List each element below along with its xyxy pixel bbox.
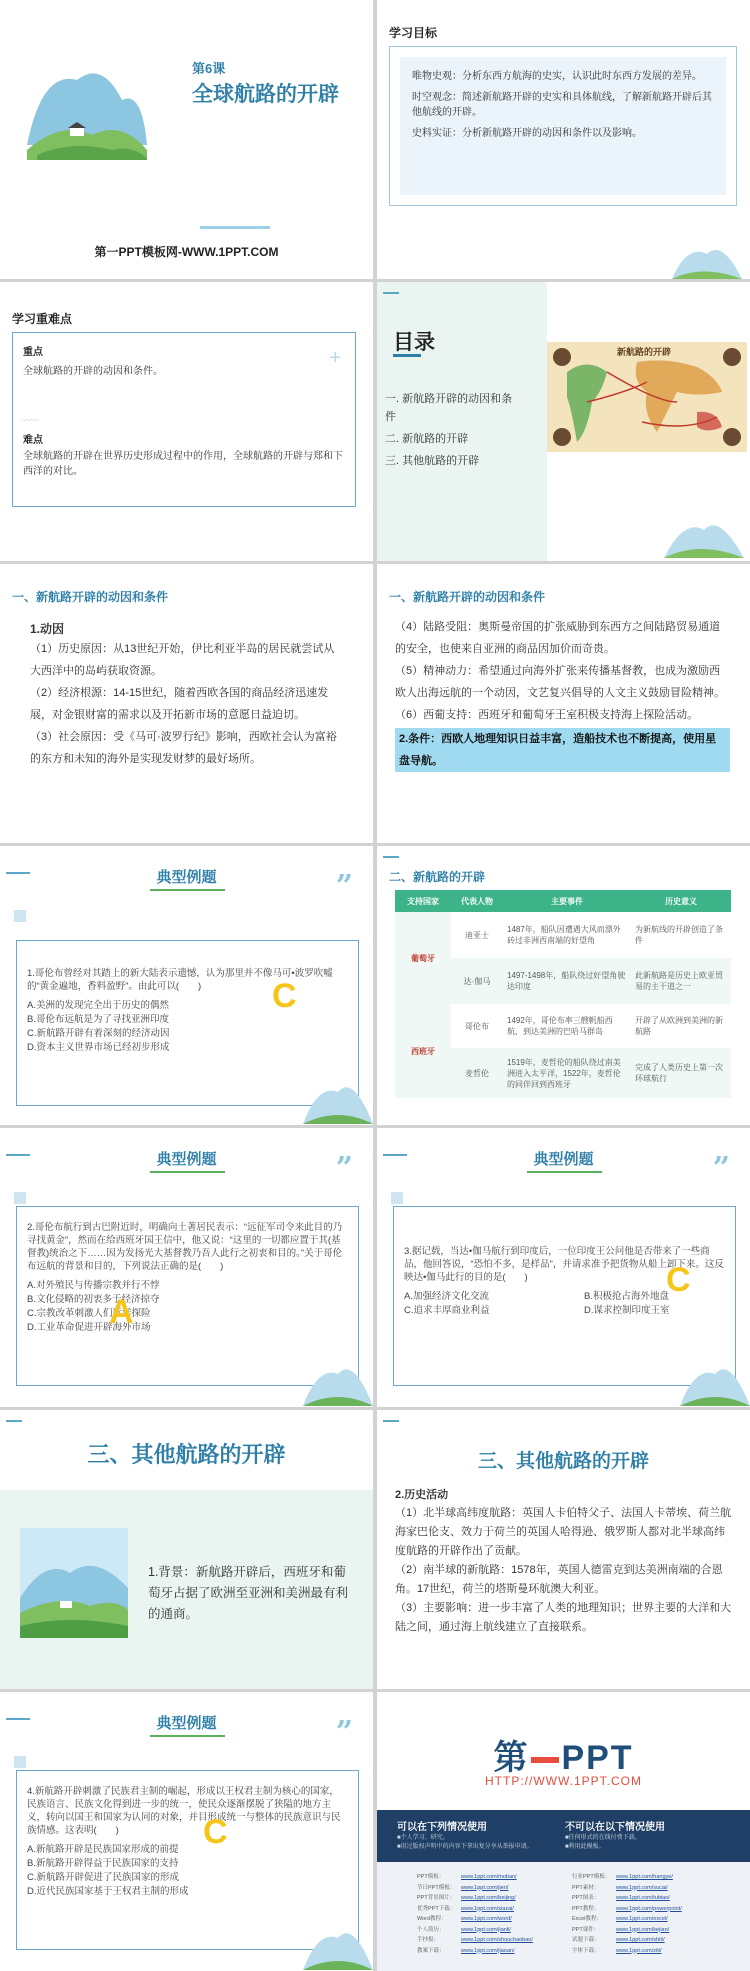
brand-url[interactable]: HTTP://WWW.1PPT.COM [485,1774,642,1788]
person-cell: 麦哲伦 [465,1068,489,1078]
divider [200,226,270,229]
link-row [417,1925,533,1936]
event-cell: 1519年，麦哲伦的船队绕过南美洲进入太平洋，1522年，麦哲伦的同伴回到西班牙 [507,1057,621,1089]
paragraph: （1）历史原因：从13世纪开始，伊比利亚半岛的居民就尝试从大西洋中的岛屿获取资源。 [30,643,335,677]
slide-other-routes-1 [0,1410,373,1689]
meaning-cell: 开辟了从欧洲到美洲的新航路 [635,1016,723,1036]
slide-other-routes-2 [377,1410,750,1689]
country-cell: 葡萄牙 [395,912,451,1004]
option[interactable]: D.资本主义世界市场已经初步形成 [27,1042,170,1053]
section-heading: 一、新航路开辟的动因和条件 [389,590,546,604]
link-url[interactable]: www.1ppt.com/shouchaobao/ [461,1937,533,1943]
link-row [417,1883,533,1894]
usage-banner [377,1810,750,1862]
event-cell: 1487年，船队因遭遇大风而漂外砖过非洲西南端的好望角 [507,925,621,945]
plus-icon: + [329,347,341,369]
column-header: 历史意义 [665,896,697,906]
map-title: 新航路的开辟 [617,347,672,357]
key-label: 重点 [23,347,43,358]
cannot-use-item: ■利用此模板。 [565,1844,605,1850]
link-url[interactable]: www.1ppt.com/jieri/ [461,1884,509,1891]
deco-square [14,1192,26,1204]
conditions-highlight: 2.条件：西欧人地理知识日益丰富，造船技术也不断提高，使用星盘导航。 [395,728,730,772]
link-label: PPT模板： [417,1874,445,1880]
landscape-icon [303,1064,373,1124]
slide-example-3 [377,1128,750,1407]
answer-mark: C [666,1261,691,1299]
link-url[interactable]: www.1ppt.com/sucai/ [616,1884,668,1891]
column-header: 支持国家 [407,896,439,906]
difficulty-text: 全球航路的开辟在世界历史形成过程中的作用，全球航路的开辟与郑和下西洋的对比。 [23,451,343,477]
link-url[interactable]: www.1ppt.com/ziti/ [616,1947,662,1954]
link-row [417,1904,533,1915]
key-text: 全球航路的开辟的动因和条件。 [23,366,163,377]
option[interactable]: C.宗教改革刺激人们远洋探险 [27,1308,151,1319]
landscape-icon [303,1346,373,1406]
background-text: 1.背景：新航路开辟后，西班牙和葡萄牙占据了欧洲至亚洲和美洲最有利的通商。 [148,1565,349,1621]
routes-table [395,890,731,1098]
column-header: 主要事件 [551,896,583,906]
link-label: PPT教程： [572,1905,600,1912]
link-row [572,1904,682,1915]
quote-icon: ” [335,869,353,904]
question-stem: 4.新航路开辟刺激了民族君主制的崛起，形成以王权君主制为核心的国家，民族语言、民族文化得到进一步的统一，使民众逐渐摆脱了狭隘的地方主义，转向以国王和国家为认同的对象，并目形成统一与整体的民族意识与民族情感。这表明( ) [27,1786,341,1836]
option[interactable]: D.近代民族国家基于王权君主制的形成 [27,1886,189,1897]
title-underline [150,1735,225,1737]
section-heading: 三、其他航路的开辟 [87,1442,286,1467]
link-row [417,1935,533,1946]
link-url[interactable]: www.1ppt.com/xiazai/ [461,1905,514,1912]
links-right [572,1872,682,1956]
landscape-illustration [22,50,152,160]
slide-example-1 [0,846,373,1125]
heading-underline [393,354,421,357]
person-cell: 达·伽马 [463,976,491,986]
link-row [417,1893,533,1904]
link-row [572,1914,682,1925]
country-cell: 西班牙 [395,1004,451,1098]
accent-dash [383,1420,399,1422]
paragraph: （2）经济根源：14-15世纪，随着西欧各国的商品经济迅速发展，对金银财富的需求以及开拓新市场的意愿日益迫切。 [30,687,329,721]
option[interactable]: B.积极抢占海外地盘 [584,1291,669,1302]
objectives-box [400,57,726,195]
objectives-heading: 学习目标 [389,26,438,40]
lesson-number: 第6课 [192,61,226,76]
paragraph: （1）北半球高纬度航路：英国人卡伯特父子、法国人卡蒂埃、荷兰航海家巴伦支、效力于荷兰的英国人哈得逊、俄罗斯人都对北半球高纬度航路的开辟作出了贡献。 [395,1507,732,1557]
example-title: 典型例题 [156,869,217,886]
section-heading: 一、新航路开辟的动因和条件 [12,590,169,604]
link-url[interactable]: www.1ppt.com/powerpoint/ [616,1905,682,1912]
link-row [572,1872,682,1883]
deco-square [391,1192,403,1204]
option[interactable]: B.文化侵略的初衷多于经济掠夺 [27,1294,160,1305]
link-row [572,1893,682,1904]
can-use-item: ■用过版权声明中的内容下拿出复分享从举报申请。 [397,1844,533,1850]
wave-icon: 〰〰 [23,416,39,425]
slide-causes-1 [0,564,373,843]
option[interactable]: A.加强经济文化交流 [404,1291,489,1302]
link-row [572,1946,682,1957]
option[interactable]: C.新航路开辟促进了民族国家的形成 [27,1872,180,1883]
link-url[interactable]: www.1ppt.com/hangye/ [616,1874,673,1880]
landscape-icon [680,1346,750,1406]
deco-square [14,1756,26,1768]
option[interactable]: B.哥伦布远航是为了寻找亚洲印度 [27,1014,169,1025]
option[interactable]: C.追求丰厚商业利益 [404,1305,490,1316]
link-row [572,1935,682,1946]
link-label: Excel教程： [572,1916,602,1922]
person-cell: 哥伦布 [465,1021,489,1031]
slide-contents [377,282,750,561]
paragraph: （3）社会原因：受《马可·波罗行纪》影响，西欧社会认为富裕的东方和未知的海外是实现发财梦的最好场所。 [30,731,337,765]
difficulty-label: 难点 [23,435,43,446]
link-label: PPT素材： [572,1884,600,1891]
section-heading: 二、新航路的开辟 [389,870,486,884]
option[interactable]: A.美洲的发现完全出于历史的偶然 [27,1000,169,1011]
link-url[interactable]: www.1ppt.com/jianli/ [461,1926,511,1933]
slide-copyright [377,1692,750,1971]
link-label: 优秀PPT下载： [417,1905,456,1912]
example-title: 典型例题 [156,1715,217,1732]
quote-icon: ” [335,1715,353,1750]
event-cell: 1492年，哥伦布率三艘帆船西航，到达美洲的巴哈马群岛 [507,1016,613,1036]
link-label: 行业PPT模板： [572,1874,611,1880]
landscape-icon [303,1910,373,1970]
deco-square [14,910,26,922]
link-label: PPT图表： [572,1895,600,1901]
question-stem: 3.据记载，当达•伽马航行到印度后，一位印度王公问他是否带来了一些商品，他回答说，“恐怕不多，是样品”，并请求准予把货物从船上卸下来。这反映达•伽马此行的目的是( ) [404,1246,724,1283]
link-url[interactable]: www.1ppt.com/jiaoan/ [461,1947,515,1954]
accent-dash [383,856,399,858]
objective-item: 史料实证：分析新航路开辟的动因和条件以及影响。 [412,128,642,139]
option[interactable]: A.对外殖民与传播宗教并行不悖 [27,1280,160,1291]
logo-text: PPT [561,1739,634,1777]
answer-mark: C [272,977,297,1015]
column-header: 代表人物 [461,896,493,906]
table-row [395,912,731,958]
link-url[interactable]: www.1ppt.com/moban/ [461,1874,517,1880]
landscape-illustration [20,1528,128,1638]
landscape-icon [672,234,742,279]
slide-routes-table [377,846,750,1125]
event-cell: 1497-1498年，船队绕过好望角驶达印度 [507,971,626,991]
cannot-use-title: 不可以在以下情况使用 [565,1822,665,1833]
title-underline [150,889,225,891]
paragraph: （3）主要影响：进一步丰富了人类的地理知识；世界主要的大洋和大陆之间，通过海上航线建立了直接联系。 [395,1602,732,1633]
accent-dash [383,292,399,294]
toc-item-2[interactable]: 二. 新航路的开辟 [385,433,469,445]
subheading: 2.历史活动 [395,1489,449,1501]
example-title: 典型例题 [533,1151,594,1168]
paragraph: （5）精神动力：希望通过向海外扩张来传播基督教，也成为激励西欧人出海远航的一个动因，文艺复兴倡导的人文主义鼓励冒险精神。 [395,665,725,699]
link-label: PPT课件： [572,1926,600,1933]
paragraph: （6）西葡支持：西班牙和葡萄牙王室积极支持海上探险活动。 [395,709,699,721]
slide-title [0,0,373,279]
toc-item-3[interactable]: 三. 其他航路的开辟 [385,455,480,467]
brand-logo [377,1730,750,1779]
meaning-cell: 此新航路是历史上欧亚贸易的主干道之一 [635,971,723,991]
link-row [417,1872,533,1883]
cannot-use-item: ■任何形式的在线付费下载。 [565,1835,641,1841]
keypoints-box [12,332,356,507]
world-map-image [547,342,747,452]
link-row [417,1946,533,1957]
link-label: Word教程： [417,1916,447,1922]
option[interactable]: D.谋求控制印度王室 [584,1305,670,1316]
slide-example-2 [0,1128,373,1407]
meaning-cell: 为新航线的开辟创造了条件 [635,925,723,945]
link-label: 教案下载： [417,1947,445,1954]
section-heading: 三、其他航路的开辟 [477,1451,649,1472]
link-label: 个人简历： [417,1926,445,1933]
title-underline [527,1171,602,1173]
option[interactable]: C.新航路开辟有着深刻的经济动因 [27,1028,170,1039]
logo-bar [531,1757,559,1763]
links-left [417,1872,533,1956]
quote-icon: ” [712,1151,730,1186]
slide-key-points [0,282,373,561]
can-use-title: 可以在下列情况使用 [397,1822,487,1833]
slide-title-text: 全球航路的开辟 [192,83,339,106]
person-cell: 迪亚士 [465,930,489,940]
title-underline [150,1171,225,1173]
quote-icon: ” [335,1151,353,1186]
table-header-row [395,890,731,912]
paragraph: （2）南半球的新航路：1578年，英国人德雷克到达美洲南端的合恩角。17世纪，荷兰的塔斯曼环航澳大利亚。 [395,1564,723,1595]
link-label: 手抄报： [417,1937,440,1943]
link-label: PPT背景图片： [417,1895,456,1901]
option[interactable]: D.工业革命促进开辟海外市场 [27,1322,151,1333]
option[interactable]: A.新航路开辟是民族国家形成的前提 [27,1844,179,1855]
link-url[interactable]: www.1ppt.com/kejian/ [616,1926,670,1933]
landscape-icon [664,508,744,558]
link-label: 字体下载： [572,1947,600,1954]
slide-causes-2 [377,564,750,843]
toc-item-1[interactable]: 一. 新航路开辟的动因和条件 [385,393,513,423]
link-row [572,1925,682,1936]
accent-dash [6,1420,22,1422]
objective-item: 时空观念：简述新航路开辟的史实和具体航线，了解新航路开辟后其他航线的开辟。 [412,92,712,118]
link-label: 节日PPT模板： [417,1884,456,1891]
question-stem: 2.哥伦布航行到古巴附近时，明确向土著居民表示：“远征军司令来此目的乃寻找黄金”，然而在给西班牙国王信中，他又说：“这里的一切都应置于其(基督教)统治之下……因为发扬光大基督教乃吾人此行之初衷和目的。”关于哥伦布远航的背景和目的，下列说法正确的是( ) [27,1222,343,1272]
objective-item: 唯物史观：分析东西方航海的史实，认识此时东西方发展的差异。 [412,71,702,82]
question-stem: 1.哥伦布曾经对其踏上的新大陆表示遗憾，认为那里并不像马可•波罗吹嘘的“黄金遍地，香料盈野”。由此可以( ) [27,968,333,992]
keypoints-heading: 学习重难点 [12,312,73,326]
logo-text: 第 [493,1739,530,1777]
contents-heading: 目录 [393,331,435,354]
example-title: 典型例题 [156,1151,217,1168]
paragraph: （4）陆路受阻：奥斯曼帝国的扩张威胁到东西方之间陆路贸易通道的安全，也使来自亚洲的商品因加价而奇贵。 [395,621,721,655]
link-row [417,1914,533,1925]
slide-objectives [377,0,750,279]
footer-text: 第一PPT模板网-WWW.1PPT.COM [94,245,279,259]
option[interactable]: B.新航路开辟得益于民族国家的支持 [27,1858,179,1869]
link-label: 试题下载： [572,1937,600,1943]
answer-mark: A [109,1293,134,1331]
subheading: 1.动因 [30,622,65,636]
link-url[interactable]: www.1ppt.com/tubiao/ [616,1895,670,1901]
slide-example-4 [0,1692,373,1971]
answer-mark: C [203,1813,228,1851]
link-url[interactable]: www.1ppt.com/excel/ [616,1916,668,1922]
can-use-item: ■个人学习、研究。 [397,1835,449,1841]
link-url[interactable]: www.1ppt.com/word/ [461,1916,512,1922]
meaning-cell: 完成了人类历史上第一次环球航行 [635,1063,723,1083]
link-url[interactable]: www.1ppt.com/shiti/ [616,1937,665,1943]
table-row [395,1004,731,1048]
link-url[interactable]: www.1ppt.com/beijing/ [461,1895,516,1901]
link-row [572,1883,682,1894]
